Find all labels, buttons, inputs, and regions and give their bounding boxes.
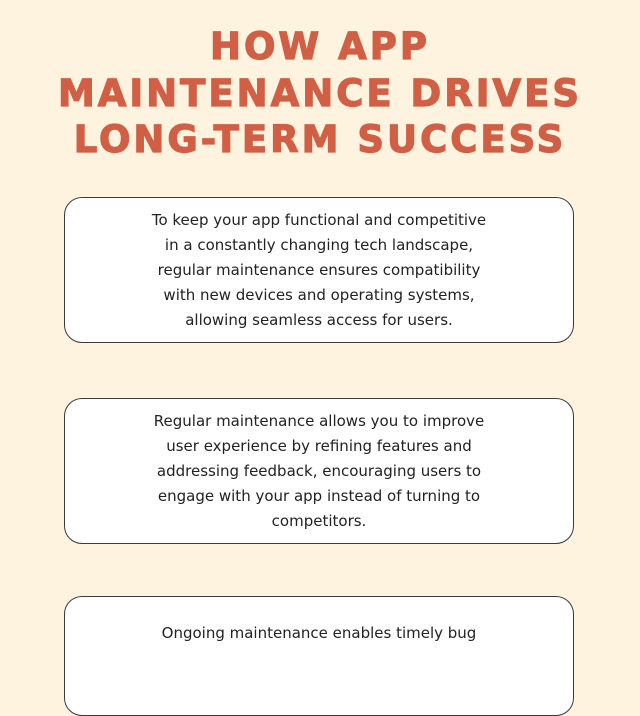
card-text-line: addressing feedback, encouraging users to <box>156 461 482 480</box>
card-text-line: engage with your app instead of turning to <box>157 486 481 505</box>
card-text-line: To keep your app functional and competitive <box>151 210 487 229</box>
card-text-line: Ongoing maintenance enables timely bug <box>161 624 477 642</box>
info-card-bug-fixes <box>64 596 574 716</box>
title-line: HOW APP <box>210 25 430 68</box>
card-text-line: allowing seamless access for users. <box>185 310 453 329</box>
card-text-line: Regular maintenance allows you to improve <box>153 411 485 430</box>
card-text-line: in a constantly changing tech landscape, <box>164 235 474 254</box>
info-card-compatibility <box>64 197 574 343</box>
card-text-line: user experience by refining features and <box>166 436 472 455</box>
card-text-line: regular maintenance ensures compatibility <box>157 260 481 279</box>
title-line: LONG-TERM SUCCESS <box>73 118 567 161</box>
title-line: MAINTENANCE DRIVES <box>57 71 583 115</box>
page-title <box>0 24 640 164</box>
info-card-user-experience <box>64 398 574 544</box>
card-text-line: with new devices and operating systems, <box>163 285 475 304</box>
card-text-line: competitors. <box>271 511 367 530</box>
